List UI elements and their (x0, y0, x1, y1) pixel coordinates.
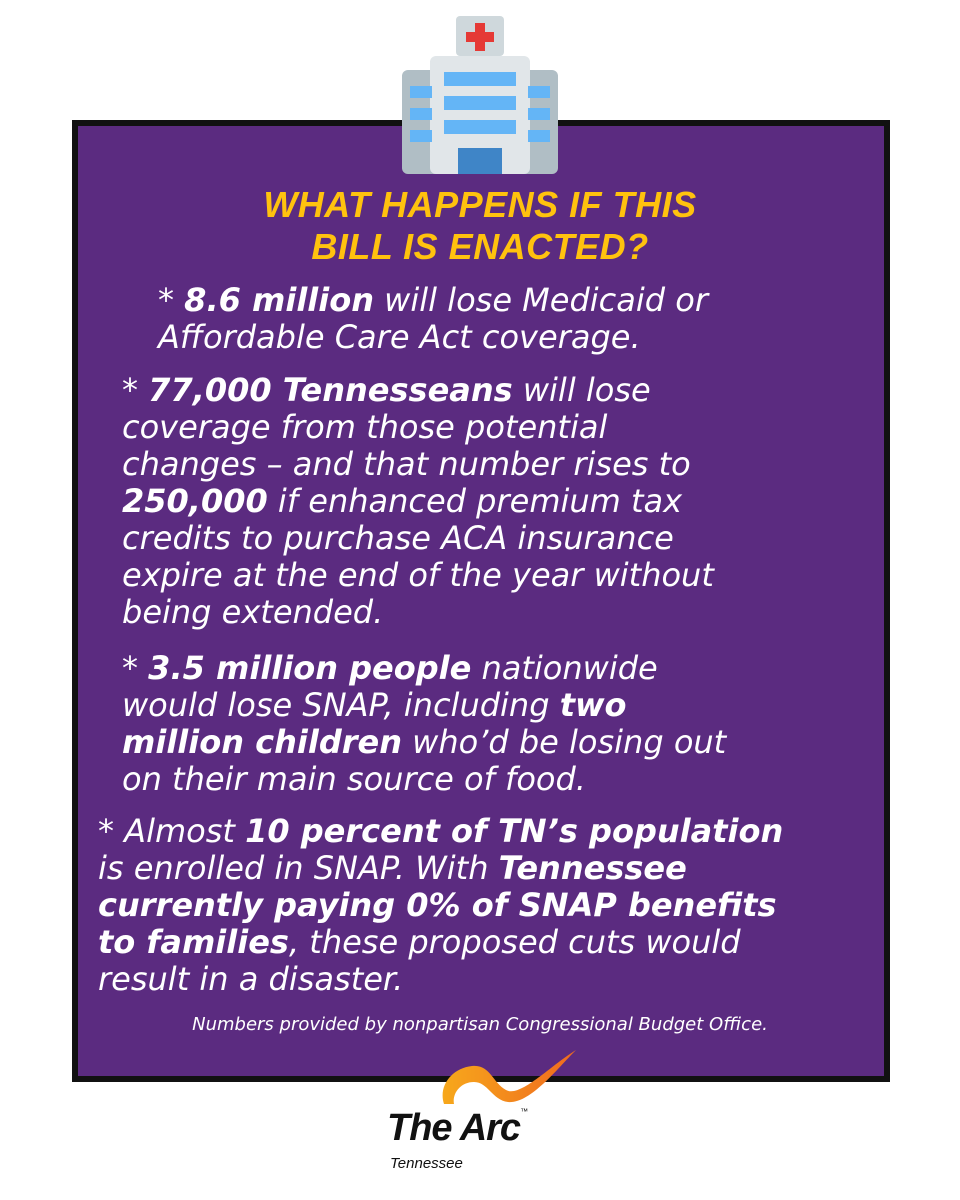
highlight: 8.6 million (184, 281, 374, 319)
headline (140, 184, 820, 268)
bullet-medicaid-coverage: * 8.6 million will lose Medicaid or Affordable Care Act coverage. (158, 281, 708, 356)
headline-line-1: WHAT HAPPENS IF THIS (263, 184, 697, 225)
headline-line-2: BILL IS ENACTED? (311, 226, 649, 267)
highlight: 3.5 million people (148, 649, 472, 687)
highlight: currently paying 0% of SNAP benefits (98, 886, 777, 924)
highlight: two (559, 686, 627, 724)
logo-wordmark: The Arc™ (387, 1107, 528, 1149)
bullet-tennessee-coverage: * 77,000 Tennesseans will lose coverage from those potential changes – and that number rises to 250,000 if enhanced premium tax credits to purchase ACA insurance expire at the end of the year without being extended. (122, 371, 714, 631)
logo-subtitle: Tennessee (390, 1155, 463, 1172)
bullet-tn-snap-enrollment: * Almost 10 percent of TN’s population is enrolled in SNAP. With Tennessee currently paying 0% of SNAP benefits to families, these proposed cuts would result in a disaster. (98, 812, 784, 998)
highlight: Tennessee (498, 849, 687, 887)
highlight: 250,000 (122, 482, 268, 520)
hospital-icon (400, 14, 560, 174)
highlight: 77,000 Tennesseans (148, 371, 513, 409)
highlight: to families (98, 923, 289, 961)
highlight: million children (122, 723, 402, 761)
source-footnote: Numbers provided by nonpartisan Congressional Budget Office. (192, 1014, 768, 1035)
highlight: 10 percent of TN’s population (245, 812, 784, 850)
bullet-snap-loss: * 3.5 million people nationwide would lose SNAP, including two million children who’d be losing out on their main source of food. (122, 649, 727, 798)
